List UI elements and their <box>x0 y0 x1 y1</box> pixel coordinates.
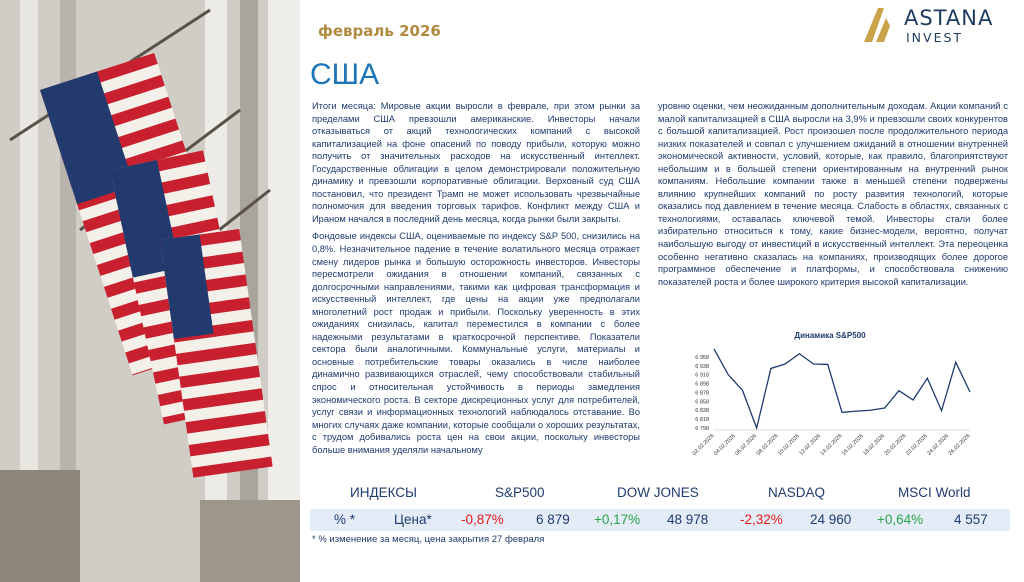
x-tick-label: 04.02.2026 <box>713 433 737 457</box>
x-tick-label: 24.02.2026 <box>926 433 951 457</box>
y-tick-label: 6 858 <box>695 399 709 406</box>
dowjones-change: +0,17% <box>594 512 641 527</box>
sp500-chart-svg <box>680 326 980 476</box>
table-data-row <box>310 509 1010 531</box>
sp500-price: 6 879 <box>536 512 570 527</box>
flags-photo <box>0 0 300 582</box>
y-tick-label: 6 878 <box>695 390 709 397</box>
label-pct: % * <box>334 512 356 527</box>
y-tick-label: 6 798 <box>695 426 709 432</box>
header-msci: MSCI World <box>898 485 971 500</box>
text-column-right <box>658 100 1008 293</box>
header-indices: ИНДЕКСЫ <box>350 485 418 500</box>
sp500-series-line <box>714 349 970 428</box>
page-title: США <box>310 58 380 91</box>
footnote: * % изменение за месяц, цена закрытия 27 февраля <box>312 534 545 545</box>
x-tick-label: 20.02.2026 <box>883 433 908 457</box>
x-tick-label: 14.02.2026 <box>819 433 844 457</box>
x-tick-label: 02.02.2026 <box>691 433 716 457</box>
header-nasdaq: NASDAQ <box>768 485 826 500</box>
x-tick-label: 16.02.2026 <box>841 433 865 457</box>
label-price: Цена* <box>394 512 432 527</box>
x-tick-label: 06.02.2026 <box>734 433 759 457</box>
msci-price: 4 557 <box>954 512 988 527</box>
x-tick-label: 10.02.2026 <box>777 433 801 457</box>
x-tick-label: 18.02.2026 <box>862 433 887 457</box>
nasdaq-price: 24 960 <box>810 512 852 527</box>
logo-text-astana: ASTANA <box>904 6 994 30</box>
paragraph-continuation: уровню оценки, чем неожиданным дополнительным доходам. Акции компаний с малой капитализацией в США выросли на 3,9% и превзошли своих конкурентов с большой капитализацией. Рост произошел после продолжительного периода низких показателей и совпал с улучшением ожиданий в отношении внутренней экономической активности, условий, которые, как правило, благоприятствуют небольшим и в большей степени ориентированным на внутренний рынок компаниям. Небольшие компании также в меньшей степени подвержены влиянию крупнейших компаний по росту развития технологий, которые оказались под давлением в течение месяца. Слабость в областях, связанных с технологиями, оставалась ключевой темой. Инвесторы стали более избирательно относиться к тому, какие бизнес-модели, вероятно, получат наибольшую выгоду от инвестиций в искусственный интеллект. Эта переоценка особенно негативно сказалась на компаниях, производящих более дорогое программное обеспечение и платформы, и способствовала снижению показателей роста и более широкого критерия высокой капитализации. <box>658 101 1008 287</box>
chart-title: Динамика S&P500 <box>794 331 866 340</box>
nasdaq-change: -2,32% <box>740 512 783 527</box>
logo-text-invest: INVEST <box>906 30 964 45</box>
table-header-row <box>310 482 1010 504</box>
y-tick-label: 6 818 <box>695 417 709 424</box>
header-dowjones: DOW JONES <box>617 485 699 500</box>
paragraph-indices: Фондовые индексы США, оцениваемые по индексу S&P 500, снизились на 0,8%. Незначительное падение в течение волатильного месяца отражает смену лидеров рынка и большую осторожность инвесторов. Инвесторы пересмотрели ожидания в отношении компаний, связанных с долгосрочными направлениями, такими как цифровая трансформация и искусственный интеллект, где цены на акции уже предполагали многолетний рост продаж и прибыли. Поскольку уверенность в этих ожиданиях снизилась, капитал переместился в компании с более надежными результатами в краткосрочной перспективе. Показатели сектора были аналогичными. Коммунальные услуги, материалы и основные потребительские товары оказались в числе наиболее динамично развивающихся отраслей, чему способствовали стабильный спрос и относительная устойчивость в периоды замедления экономического роста. В секторе дискреционных услуг для потребителей, услуг связи и информационных технологий наблюдалось отставание. Во многих случаях даже компании, которые сообщали о хороших результатах, с трудом добивались роста цен на свои акции, поскольку инвесторы больше внимания уделяли начальному <box>312 231 640 455</box>
header-sp500: S&P500 <box>495 485 545 500</box>
sp500-chart <box>680 326 980 476</box>
y-tick-label: 6 958 <box>695 354 709 361</box>
y-tick-label: 6 918 <box>695 372 709 379</box>
report-date: февраль 2026 <box>318 22 441 40</box>
x-tick-label: 26.02.2026 <box>947 433 972 457</box>
y-tick-label: 6 838 <box>695 408 709 415</box>
x-tick-label: 22.02.2026 <box>905 433 929 457</box>
text-column-left <box>312 100 640 461</box>
y-tick-label: 6 938 <box>695 363 709 370</box>
msci-change: +0,64% <box>877 512 924 527</box>
astana-invest-logo <box>860 6 1020 46</box>
logo-mark-icon <box>860 6 900 44</box>
x-tick-label: 12.02.2026 <box>798 433 823 457</box>
indices-table <box>310 482 1010 532</box>
dowjones-price: 48 978 <box>667 512 709 527</box>
sp500-change: -0,87% <box>461 512 504 527</box>
x-tick-label: 08.02.2026 <box>755 433 780 457</box>
paragraph-summary: Итоги месяца: Мировые акции выросли в феврале, при этом рынки за пределами США превзошли американские. Инвесторы начали отказываться от акций технологических компаний с высокой капитализацией на фоне опасений по поводу прибыли, которую можно получить от значительных расходов на искусственный интеллект. Государственные облигации в целом демонстрировали положительную динамику и превзошли корпоративные облигации. Верховный суд США постановил, что президент Трамп не может использовать чрезвычайные полномочия для введения торговых тарифов. Конфликт между США и Ираном начался в последний день месяца, когда рынки были закрыты. <box>312 101 640 224</box>
y-tick-label: 6 898 <box>695 381 709 388</box>
